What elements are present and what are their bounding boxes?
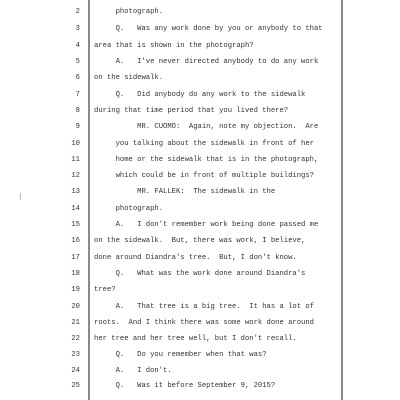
line-number: 17 <box>71 254 80 262</box>
line-text: MR. FALLEK: The sidewalk in the <box>94 188 276 196</box>
line-number: 6 <box>75 74 80 82</box>
line-text: area that is shown in the photograph? <box>94 42 254 50</box>
line-text: which could be in front of multiple buildings? <box>94 172 314 180</box>
line-number: 22 <box>71 335 80 343</box>
line-text: roots. And I think there was some work done around <box>94 319 314 327</box>
line-number: 14 <box>71 205 80 213</box>
line-text: you talking about the sidewalk in front of her <box>94 140 314 148</box>
line-number: 20 <box>71 303 80 311</box>
line-text: MR. CUOMO: Again, note my objection. Are <box>94 123 319 131</box>
line-number: 3 <box>75 25 80 33</box>
line-text: A. That tree is a big tree. It has a lot of <box>94 303 314 311</box>
line-number: 2 <box>75 8 80 16</box>
line-number: 9 <box>75 123 80 131</box>
line-text: Q. What was the work done around Diandra's <box>94 270 306 278</box>
line-number: 13 <box>71 188 80 196</box>
line-number: 15 <box>71 221 80 229</box>
line-text: photograph. <box>94 205 164 213</box>
transcript-line <box>0 24 400 42</box>
line-text: A. I don't remember work being done passed me <box>94 221 319 229</box>
line-text: A. I've never directed anybody to do any work <box>94 58 319 66</box>
line-number: 11 <box>71 156 80 164</box>
line-text: on the sidewalk. <box>94 74 164 82</box>
line-number: 16 <box>71 237 80 245</box>
line-number: 12 <box>71 172 80 180</box>
line-text: photograph. <box>94 8 164 16</box>
transcript-line <box>0 285 400 303</box>
line-number: 4 <box>75 42 80 50</box>
line-number: 24 <box>71 367 80 375</box>
line-number: 21 <box>71 319 80 327</box>
line-text: Q. Was it before September 9, 2015? <box>94 382 276 390</box>
line-number: 18 <box>71 270 80 278</box>
transcript-line <box>0 236 400 254</box>
line-text: on the sidewalk. But, there was work, I believe, <box>94 237 306 245</box>
line-text: tree? <box>94 286 116 294</box>
line-text: Q. Did anybody do any work to the sidewalk <box>94 91 306 99</box>
line-text: done around Diandra's tree. But, I don't know. <box>94 254 297 262</box>
transcript-line <box>0 122 400 140</box>
line-text: during that time period that you lived there? <box>94 107 289 115</box>
line-text: her tree and her tree well, but I don't recall. <box>94 335 297 343</box>
line-text: A. I don't. <box>94 367 172 375</box>
transcript-line <box>0 73 400 91</box>
transcript-line <box>0 187 400 205</box>
line-number: 7 <box>75 91 80 99</box>
line-text: home or the sidewalk that is in the photograph, <box>94 156 319 164</box>
line-number: 19 <box>71 286 80 294</box>
line-number: 5 <box>75 58 80 66</box>
transcript-line <box>0 7 400 25</box>
line-number: 25 <box>71 382 80 390</box>
line-text: Q. Was any work done by you or anybody to that <box>94 25 323 33</box>
line-number: 8 <box>75 107 80 115</box>
line-number: 10 <box>71 140 80 148</box>
transcript-line <box>0 381 400 399</box>
line-text: Q. Do you remember when that was? <box>94 351 267 359</box>
line-number: 23 <box>71 351 80 359</box>
